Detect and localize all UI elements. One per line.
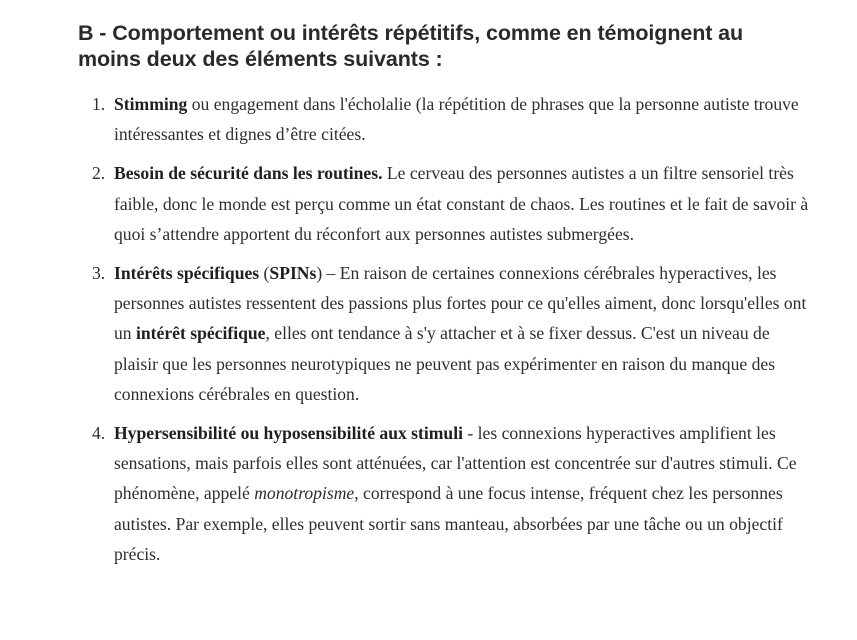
item-number: 4. (92, 423, 106, 444)
item-number: 2. (92, 163, 106, 184)
item-lead: Intérêts spécifiques (114, 263, 260, 284)
list-item-3 (78, 258, 818, 409)
item-emphasis: intérêt spécifique (136, 323, 266, 344)
criteria-list (78, 89, 818, 569)
item-lead: Stimming (114, 94, 188, 114)
section-heading (78, 20, 818, 72)
item-text: ou engagement dans l'écholalie (la répétition de phrases que la personne autiste trouve intéressantes et dignes d’être citées. (114, 94, 799, 145)
item-lead: Besoin de sécurité dans les routines. (114, 163, 383, 184)
item-number: 1. (92, 94, 106, 114)
heading-line-1: B - Comportement ou intérêts répétitifs, comme en témoignent au (78, 21, 744, 45)
item-term: monotropisme (254, 483, 355, 504)
item-text: Le cerveau des personnes autistes a un filtre sensoriel très faible, donc le monde est perçu comme un état constant de chaos. Les routines et le fait de savoir à quoi s’attendre apportent du réconfort aux personnes autistes submergées. (114, 163, 809, 244)
list-item-1 (78, 89, 818, 149)
item-paren-open: ( (259, 263, 270, 284)
article-body (78, 20, 818, 578)
list-item-2 (78, 158, 818, 249)
item-text-a: ) – En raison de certaines connexions cérébrales hyperactives, les personnes autistes ressentent des passions plus fortes pour ce qu'elles aiment, donc lorsqu'elles ont un (114, 263, 807, 344)
item-text-b: , elles ont tendance à s'y attacher et à se fixer dessus. C'est un niveau de plaisir que les personnes neurotypiques ne peuvent pas expérimenter en raison du manque des connexions cérébrales en question. (114, 323, 776, 404)
heading-line-2: moins deux des éléments suivants : (78, 47, 443, 71)
item-number: 3. (92, 263, 106, 284)
item-text-b: , correspond à une focus intense, fréquent chez les personnes autistes. Par exemple, elles peuvent sortir sans manteau, absorbées par une tâche ou un objectif précis. (114, 483, 783, 564)
item-text-a: - les connexions hyperactives amplifient les sensations, mais parfois elles sont atténuées, car l'attention est concentrée sur d'autres stimuli. Ce phénomène, appelé (114, 423, 797, 504)
list-item-4 (78, 418, 818, 569)
item-acronym: SPINs (269, 263, 317, 284)
item-lead: Hypersensibilité ou hyposensibilité aux stimuli (114, 423, 463, 444)
